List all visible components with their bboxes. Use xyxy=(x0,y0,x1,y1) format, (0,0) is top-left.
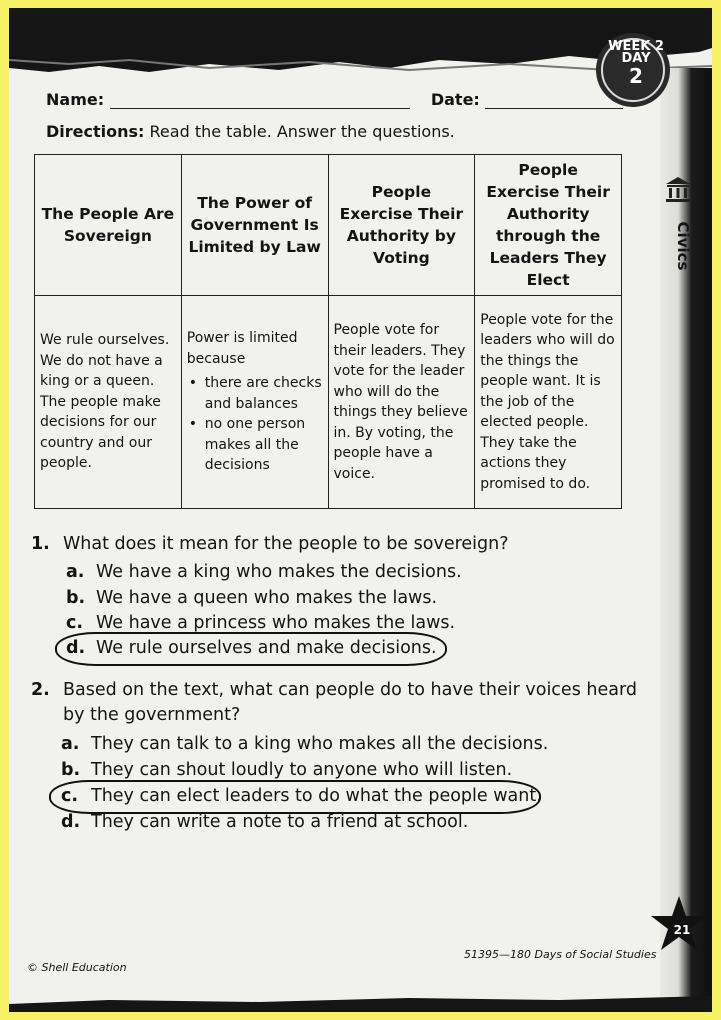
directions xyxy=(46,122,455,141)
option-text: We have a queen who makes the laws. xyxy=(96,588,438,608)
question-1 xyxy=(31,532,509,557)
date-field[interactable] xyxy=(485,92,623,109)
limited-power-intro: Power is limited because xyxy=(186,330,298,367)
page-number: 21 xyxy=(673,923,691,937)
table-row xyxy=(35,296,622,509)
week-day-badge-text xyxy=(601,41,671,87)
table-header-cell: People Exercise Their Authority by Voting xyxy=(328,155,475,296)
badge-day: DAY xyxy=(621,51,651,66)
table-header-cell: The Power of Government Is Limited by Law xyxy=(181,155,328,296)
circled-answer-1 xyxy=(55,632,447,666)
option-letter: b. xyxy=(61,760,81,780)
civics-table xyxy=(34,154,622,509)
directions-label: Directions: xyxy=(46,122,145,141)
name-field[interactable] xyxy=(110,92,410,109)
option-letter: c. xyxy=(66,613,84,633)
answer-option-1a[interactable] xyxy=(66,560,462,585)
government-building-icon xyxy=(663,174,693,204)
table-header-cell: People Exercise Their Authority through the Leaders They Elect xyxy=(475,155,622,296)
option-text: They can talk to a king who makes all the decisions. xyxy=(91,734,549,754)
name-date-row xyxy=(46,90,623,109)
table-cell-voting: People vote for their leaders. They vote for the leader who will do the things they believe in. By voting, the people have a voice. xyxy=(328,296,475,509)
option-letter: b. xyxy=(66,588,86,608)
option-text: They can write a note to a friend at school. xyxy=(91,812,469,832)
option-letter: c. xyxy=(61,786,79,806)
answer-option-2a[interactable] xyxy=(61,732,548,757)
table-cell-sovereign: We rule ourselves. We do not have a king or a queen. The people make decisions for our country and our people. xyxy=(35,296,182,509)
date-label: Date: xyxy=(430,90,480,109)
bottom-edge-band xyxy=(9,990,712,1012)
question-2 xyxy=(31,678,637,728)
badge-day-number: 2 xyxy=(629,64,643,88)
option-letter: a. xyxy=(61,734,80,754)
table-cell-limited-power xyxy=(181,296,328,509)
table-header-row xyxy=(35,155,622,296)
limited-power-list xyxy=(187,373,323,476)
option-text: We rule ourselves and make decisions. xyxy=(96,638,437,658)
table-header-cell: The People Are Sovereign xyxy=(35,155,182,296)
publisher-credit: © Shell Education xyxy=(27,961,127,974)
option-text: We have a king who makes the decisions. xyxy=(96,562,462,582)
list-item: • there are checks and balances xyxy=(203,373,323,414)
option-letter: a. xyxy=(66,562,85,582)
option-letter: d. xyxy=(66,638,86,658)
option-text: They can elect leaders to do what the people want. xyxy=(91,786,542,806)
question-text-line2: by the government? xyxy=(63,705,241,725)
directions-text: Read the table. Answer the questions. xyxy=(149,122,455,141)
worksheet-page xyxy=(9,8,712,1012)
subject-label: Civics xyxy=(674,221,692,271)
option-text: They can shout loudly to anyone who will listen. xyxy=(91,760,513,780)
book-title: 51395—180 Days of Social Studies xyxy=(464,948,657,961)
option-text: We have a princess who makes the laws. xyxy=(96,613,456,633)
option-letter: d. xyxy=(61,812,81,832)
question-number: 2. xyxy=(31,680,50,700)
question-number: 1. xyxy=(31,534,50,554)
right-edge-band xyxy=(660,68,712,1008)
list-item: • no one person makes all the decisions xyxy=(203,414,323,476)
badge-week: WEEK 2 xyxy=(608,39,664,54)
circled-answer-2 xyxy=(49,780,541,814)
question-text: Based on the text, what can people do to have their voices heard xyxy=(63,680,637,700)
table-cell-leaders: People vote for the leaders who will do the things the people want. It is the job of the elected people. They take the actions they promised to do. xyxy=(475,296,622,509)
answer-option-1b[interactable] xyxy=(66,586,437,611)
name-label: Name: xyxy=(46,90,105,109)
question-text: What does it mean for the people to be sovereign? xyxy=(63,534,509,554)
